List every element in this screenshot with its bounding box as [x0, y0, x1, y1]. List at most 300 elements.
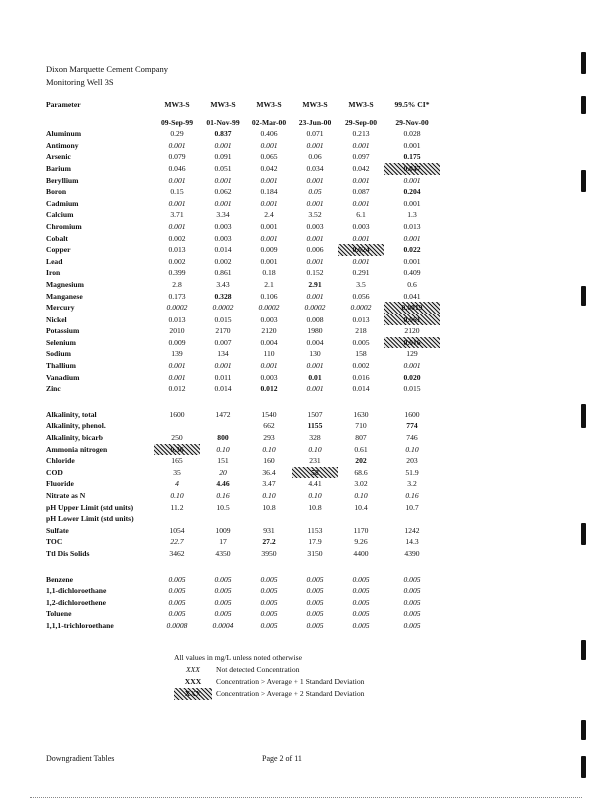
spacer-cell [292, 560, 338, 574]
value-cell: 0.001 [403, 233, 421, 243]
value-cell: 0.004 [260, 337, 278, 347]
parameter-name: Cadmium [46, 198, 79, 208]
value-cell: 0.0004 [212, 620, 234, 630]
parameter-name: Lead [46, 256, 63, 266]
value-cell: 2010 [169, 326, 185, 336]
date-header-label [46, 117, 154, 129]
value-cell: 0.001 [403, 175, 421, 185]
value-cell: 0.10 [354, 491, 368, 500]
spacer-cell [154, 395, 200, 409]
value-cell: 130 [309, 349, 321, 359]
value-cell: 0.001 [306, 175, 324, 185]
column-date-header: 01-Nov-99 [206, 117, 240, 127]
value-cell: 0.15 [170, 187, 184, 197]
table-row [46, 585, 440, 597]
parameter-name: Toluene [46, 609, 72, 619]
value-cell: 0.005 [168, 586, 186, 596]
value-cell: 0.022 [403, 245, 421, 255]
scan-edge-mark [581, 170, 586, 192]
parameter-name: Magnesium [46, 279, 84, 289]
value-cell: 0.399 [168, 268, 186, 278]
value-cell: 0.005 [306, 609, 324, 619]
table-row [46, 163, 440, 175]
value-cell: 0.001 [306, 198, 324, 208]
value-cell [384, 513, 440, 525]
table-row [46, 608, 440, 620]
value-cell: 1630 [353, 409, 369, 419]
spacer-cell [246, 395, 292, 409]
table-row [46, 490, 440, 502]
parameter-name: Benzene [46, 574, 73, 584]
value-cell [200, 513, 246, 525]
scan-edge-mark [581, 640, 586, 660]
value-cell: 3.43 [216, 279, 230, 289]
value-cell: 110 [263, 349, 275, 359]
value-cell: 0.001 [306, 140, 324, 150]
spacer-cell [338, 560, 384, 574]
value-cell: 0.16 [405, 491, 419, 500]
value-cell: 4350 [215, 548, 231, 558]
page-bottom-rule [30, 797, 582, 798]
value-cell: 2120 [404, 326, 420, 336]
column-date-header: 09-Sep-99 [160, 117, 194, 127]
value-cell: 58 [292, 467, 338, 479]
value-cell: 11.2 [170, 502, 184, 512]
value-cell: 0.10 [216, 444, 230, 454]
value-cell: 0.028 [403, 129, 421, 139]
value-cell: 10.7 [405, 502, 419, 512]
legend-item-not-detected [174, 664, 364, 676]
value-cell: 0.003 [214, 233, 232, 243]
value-cell [338, 513, 384, 525]
value-cell: 0.001 [306, 233, 324, 243]
value-cell: 17.9 [308, 537, 322, 547]
value-cell: 3.5 [356, 279, 366, 289]
value-cell: 0.013 [403, 221, 421, 231]
value-cell: 36.4 [262, 467, 276, 477]
value-cell: 0.051 [214, 163, 232, 173]
value-cell: 4400 [353, 548, 369, 558]
value-cell: 160 [263, 456, 275, 466]
value-cell: 0.002 [214, 256, 232, 266]
value-cell: 139 [171, 349, 183, 359]
value-cell: 0.005 [260, 586, 278, 596]
value-cell: 0.409 [403, 268, 421, 278]
value-cell: 328 [309, 433, 321, 443]
value-cell: 1507 [307, 409, 323, 419]
value-cell: 0.05 [308, 187, 322, 197]
table-row [46, 337, 440, 349]
legend-item-1sd [174, 676, 364, 688]
value-cell: 0.001 [403, 198, 421, 208]
table-row [46, 198, 440, 210]
value-cell: 0.001 [306, 291, 324, 301]
spacer-cell [246, 560, 292, 574]
spacer-cell [46, 395, 154, 409]
scan-edge-mark [581, 96, 586, 114]
value-cell: 231 [309, 456, 321, 466]
value-cell: 0.005 [306, 586, 324, 596]
value-cell: 0.012 [168, 384, 186, 394]
scan-edge-mark [581, 404, 586, 428]
value-cell: 202 [355, 456, 367, 466]
value-cell: 0.001 [168, 140, 186, 150]
value-cell: 0.001 [352, 140, 370, 150]
footer-section-title: Downgradient Tables [46, 754, 115, 763]
parameter-name: Copper [46, 245, 71, 255]
table-row [46, 432, 440, 444]
value-cell: 0.065 [260, 152, 278, 162]
value-cell: 0.001 [214, 175, 232, 185]
value-cell: 4390 [404, 548, 420, 558]
value-cell: 134 [217, 349, 229, 359]
value-cell: 0.005 [214, 597, 232, 607]
value-cell: 0.008 [306, 314, 324, 324]
date-header-row [46, 117, 440, 129]
parameter-name: Beryllium [46, 175, 79, 185]
value-cell: 0.001 [168, 361, 186, 371]
value-cell: 931 [263, 525, 275, 535]
value-cell: 0.042 [352, 163, 370, 173]
spacer-cell [292, 395, 338, 409]
value-cell: 0.016 [352, 372, 370, 382]
value-cell: 0.011 [214, 372, 232, 382]
value-cell [154, 420, 200, 432]
value-cell: 0.005 [260, 574, 278, 584]
table-row [46, 478, 440, 490]
value-cell: 0.005 [214, 574, 232, 584]
value-cell: 3.34 [216, 210, 230, 220]
parameter-name: Ttl Dis Solids [46, 548, 90, 558]
value-cell: 0.005 [168, 597, 186, 607]
column-well-header: MW3-S [210, 100, 236, 109]
parameter-name: Potassium [46, 326, 80, 336]
parameter-name: Alkalinity, total [46, 409, 97, 419]
parameter-header: Parameter [46, 100, 81, 109]
value-cell: 0.005 [306, 620, 324, 630]
table-row [46, 444, 440, 456]
value-cell: 0.001 [260, 198, 278, 208]
value-cell: 9.26 [354, 537, 368, 547]
value-cell: 10.8 [308, 502, 322, 512]
parameter-name: Alkalinity, bicarb [46, 433, 103, 443]
value-cell: 0.36 [154, 444, 200, 456]
table-row [46, 372, 440, 384]
value-cell: 0.005 [352, 609, 370, 619]
spacer-cell [338, 395, 384, 409]
value-cell: 0.034 [306, 163, 324, 173]
legend-sample: XXX [186, 665, 200, 674]
parameter-name: Antimony [46, 140, 79, 150]
spacer-cell [200, 395, 246, 409]
value-cell: 0.005 [260, 609, 278, 619]
well-title: Monitoring Well 3S [46, 77, 114, 87]
legend-sample: XXX [174, 688, 212, 700]
parameter-name: Thallium [46, 361, 76, 371]
column-date-header: 29-Sep-00 [344, 117, 378, 127]
value-cell: 0.007 [214, 337, 232, 347]
value-cell: 0.005 [352, 620, 370, 630]
table-row [46, 244, 440, 256]
value-cell: 800 [217, 433, 229, 443]
units-note: All values in mg/L unless noted otherwise [174, 653, 302, 662]
analytical-results-table [46, 99, 440, 632]
parameter-name: Arsenic [46, 152, 71, 162]
table-row [46, 467, 440, 479]
table-row [46, 409, 440, 421]
parameter-name: Selenium [46, 337, 76, 347]
parameter-name: Ammonia nitrogen [46, 444, 108, 454]
value-cell: 0.005 [306, 574, 324, 584]
value-cell: 0.047 [384, 163, 440, 175]
spacer-cell [154, 560, 200, 574]
value-cell: 203 [406, 456, 418, 466]
value-cell: 0.087 [352, 187, 370, 197]
value-cell: 0.071 [306, 129, 324, 139]
column-header-row [46, 99, 440, 111]
value-cell: 0.079 [168, 152, 186, 162]
value-cell: 0.0008 [166, 620, 188, 630]
value-cell: 0.005 [260, 597, 278, 607]
value-cell: 0.10 [262, 444, 276, 454]
value-cell: 1600 [404, 409, 420, 419]
value-cell [200, 420, 246, 432]
value-cell: 0.406 [260, 129, 278, 139]
value-cell: 0.015 [403, 384, 421, 394]
value-cell: 0.005 [352, 337, 370, 347]
parameter-name: Nickel [46, 314, 67, 324]
value-cell: 1.3 [407, 210, 417, 220]
value-cell: 0.062 [214, 187, 232, 197]
parameter-name: Chromium [46, 221, 82, 231]
value-cell: 17 [219, 537, 227, 547]
value-cell: 807 [355, 433, 367, 443]
column-well-header: MW3-S [164, 100, 190, 109]
value-cell: 2.4 [264, 210, 274, 220]
value-cell: 0.001 [260, 256, 278, 266]
table-row [46, 256, 440, 268]
parameter-name: 1,2-dichloroethene [46, 597, 106, 607]
value-cell: 662 [263, 421, 275, 431]
legend [174, 652, 364, 700]
value-cell: 250 [171, 433, 183, 443]
value-cell: 1054 [169, 525, 185, 535]
value-cell: 0.106 [260, 291, 278, 301]
value-cell: 0.001 [306, 361, 324, 371]
table-row [46, 348, 440, 360]
value-cell: 3462 [169, 548, 185, 558]
table-row [46, 455, 440, 467]
value-cell: 0.10 [308, 444, 322, 454]
table-row [46, 221, 440, 233]
value-cell: 0.041 [403, 291, 421, 301]
value-cell: 2.8 [172, 279, 182, 289]
value-cell: 0.001 [403, 140, 421, 150]
value-cell: 1170 [353, 525, 369, 535]
spacer-cell [46, 560, 154, 574]
value-cell: 0.001 [168, 198, 186, 208]
value-cell: 1600 [169, 409, 185, 419]
value-cell: 3.47 [262, 479, 276, 489]
scan-edge-mark [581, 720, 586, 740]
value-cell: 3.2 [407, 479, 417, 489]
value-cell: 0.014 [214, 245, 232, 255]
value-cell: 0.005 [168, 609, 186, 619]
value-cell: 0.001 [352, 256, 370, 266]
legend-item-2sd [174, 688, 364, 700]
value-cell: 1980 [307, 326, 323, 336]
value-cell: 0.0002 [212, 303, 234, 313]
value-cell: 0.001 [352, 175, 370, 185]
table-row [46, 536, 440, 548]
value-cell: 0.005 [260, 620, 278, 630]
value-cell: 14.3 [405, 537, 419, 547]
page-number: Page 2 of 11 [262, 754, 302, 763]
value-cell: 0.061 [384, 314, 440, 326]
value-cell: 0.042 [260, 163, 278, 173]
value-cell: 0.012 [260, 384, 278, 394]
value-cell: 0.001 [260, 175, 278, 185]
value-cell: 151 [217, 456, 229, 466]
value-cell: 27.2 [262, 537, 276, 547]
value-cell: 2.91 [308, 279, 322, 289]
value-cell: 1155 [307, 421, 323, 431]
value-cell: 3.52 [308, 210, 322, 220]
parameter-name: Barium [46, 163, 71, 173]
value-cell: 2120 [261, 326, 277, 336]
value-cell: 0.002 [168, 256, 186, 266]
value-cell: 0.005 [403, 620, 421, 630]
value-cell: 0.005 [403, 609, 421, 619]
parameter-name: Zinc [46, 384, 61, 394]
value-cell: 2170 [215, 326, 231, 336]
value-cell: 0.837 [214, 129, 232, 139]
value-cell: 0.091 [214, 152, 232, 162]
company-name: Dixon Marquette Cement Company [46, 64, 169, 74]
value-cell: 0.173 [168, 291, 186, 301]
value-cell: 3.02 [354, 479, 368, 489]
value-cell: 0.024 [338, 244, 384, 256]
value-cell: 6.1 [356, 210, 366, 220]
value-cell: 0.001 [168, 175, 186, 185]
parameter-name: Iron [46, 268, 61, 278]
value-cell: 0.152 [306, 268, 324, 278]
value-cell: 0.29 [170, 129, 184, 139]
column-date-header: 02-Mar-00 [251, 117, 287, 127]
value-cell: 22.7 [170, 537, 184, 547]
parameter-name: Chloride [46, 456, 75, 466]
value-cell: 0.001 [214, 140, 232, 150]
parameter-name: TOC [46, 537, 63, 547]
value-cell: 0.10 [308, 491, 322, 500]
value-cell: 0.0002 [258, 303, 280, 313]
parameter-name: Cobalt [46, 233, 68, 243]
value-cell: 0.001 [214, 361, 232, 371]
spacer-cell [384, 560, 440, 574]
value-cell: 0.015 [214, 314, 232, 324]
table-row [46, 233, 440, 245]
value-cell: 51.9 [405, 467, 419, 477]
value-cell: 3150 [307, 548, 323, 558]
value-cell: 0.001 [168, 372, 186, 382]
value-cell: 3950 [261, 548, 277, 558]
parameter-name: Alkalinity, phenol. [46, 421, 106, 431]
parameter-name: pH Upper Limit (std units) [46, 502, 134, 512]
table-row [46, 525, 440, 537]
value-cell: 1009 [215, 525, 231, 535]
value-cell: 0.001 [260, 140, 278, 150]
value-cell: 0.001 [403, 361, 421, 371]
value-cell: 68.6 [354, 467, 368, 477]
table-row [46, 620, 440, 632]
value-cell: 0.097 [352, 152, 370, 162]
value-cell: 2.1 [264, 279, 274, 289]
value-cell: 0.001 [403, 256, 421, 266]
value-cell: 0.01 [308, 372, 322, 382]
value-cell: 0.861 [214, 268, 232, 278]
value-cell: 0.0019 [384, 302, 440, 314]
value-cell: 0.013 [168, 245, 186, 255]
value-cell: 0.002 [168, 233, 186, 243]
column-well-header: MW3-S [348, 100, 374, 109]
value-cell: 0.009 [168, 337, 186, 347]
table-row [46, 267, 440, 279]
value-cell: 0.003 [352, 221, 370, 231]
table-row [46, 548, 440, 560]
value-cell: 4.41 [308, 479, 322, 489]
table-row [46, 186, 440, 198]
table-row [46, 209, 440, 221]
value-cell [292, 513, 338, 525]
value-cell: 774 [406, 421, 418, 431]
value-cell: 158 [355, 349, 367, 359]
value-cell: 0.213 [352, 129, 370, 139]
value-cell: 10.4 [354, 502, 368, 512]
value-cell: 0.001 [214, 198, 232, 208]
parameter-name: Nitrate as N [46, 491, 86, 500]
value-cell: 4 [175, 479, 179, 489]
value-cell: 0.10 [170, 491, 184, 500]
table-row [46, 502, 440, 514]
table-row [46, 383, 440, 395]
value-cell: 0.001 [260, 361, 278, 371]
value-cell: 0.291 [352, 268, 370, 278]
parameter-name: Sodium [46, 349, 71, 359]
value-cell [246, 513, 292, 525]
value-cell: 0.003 [260, 372, 278, 382]
value-cell: 0.014 [214, 384, 232, 394]
parameter-name: 1,1-dichloroethane [46, 586, 107, 596]
value-cell: 0.005 [403, 597, 421, 607]
table-row [46, 291, 440, 303]
value-cell: 0.003 [214, 221, 232, 231]
legend-desc: Not detected Concentration [216, 665, 300, 674]
row-spacer [46, 395, 440, 409]
value-cell: 0.001 [352, 233, 370, 243]
value-cell: 0.204 [403, 187, 421, 197]
value-cell: 293 [263, 433, 275, 443]
value-cell: 3.71 [170, 210, 184, 220]
table-row [46, 175, 440, 187]
parameter-name: COD [46, 467, 63, 477]
scan-edge-mark [581, 523, 586, 545]
table-row [46, 325, 440, 337]
column-well-header: MW3-S [302, 100, 328, 109]
value-cell: 0.003 [306, 221, 324, 231]
table-row [46, 360, 440, 372]
value-cell [154, 513, 200, 525]
value-cell: 0.005 [403, 574, 421, 584]
